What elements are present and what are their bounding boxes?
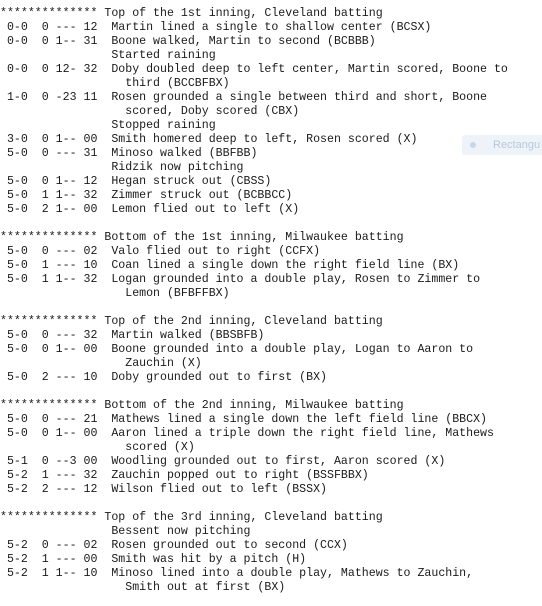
log-line: 5-0 0 1-- 00 Boone grounded into a double play, Logan to Aaron to	[0, 343, 474, 356]
log-line	[0, 497, 508, 511]
log-line: 5-2 1 --- 32 Zauchin popped out to right (BSSFBBX)	[0, 469, 369, 482]
log-line	[0, 217, 508, 231]
log-line	[0, 301, 508, 315]
shape-icon	[470, 142, 476, 148]
log-line: 5-0 2 --- 10 Doby grounded out to first (BX)	[0, 371, 327, 384]
log-line: ************** Bottom of the 1st inning, Milwaukee batting	[0, 231, 404, 244]
log-line: 5-2 1 1-- 10 Minoso lined into a double play, Mathews to Zauchin,	[0, 567, 474, 580]
rectangle-tool-label: Rectangu	[493, 139, 541, 151]
log-line	[0, 385, 508, 399]
log-line: Bessent now pitching	[0, 525, 251, 538]
log-line: 5-0 0 --- 31 Minoso walked (BBFBB)	[0, 147, 258, 160]
log-line: Zauchin (X)	[0, 357, 202, 370]
log-line: scored, Doby scored (CBX)	[0, 105, 300, 118]
log-line: third (BCCBFBX)	[0, 77, 230, 90]
log-line: ************** Top of the 3rd inning, Cleveland batting	[0, 511, 383, 524]
log-line: 5-0 0 --- 21 Mathews lined a single down the left field line (BBCX)	[0, 413, 488, 426]
log-line: Smith out at first (BX)	[0, 581, 286, 594]
log-line: ************** Top of the 1st inning, Cleveland batting	[0, 7, 383, 20]
log-line: ************** Bottom of the 2nd inning, Milwaukee batting	[0, 399, 404, 412]
log-line: 5-2 1 --- 00 Smith was hit by a pitch (H)	[0, 553, 307, 566]
log-line: ************** Top of the 2nd inning, Cleveland batting	[0, 315, 383, 328]
log-line: Started raining	[0, 49, 216, 62]
log-line: 5-0 0 --- 32 Martin walked (BBSBFB)	[0, 329, 265, 342]
log-line: 5-1 0 --3 00 Woodling grounded out to first, Aaron scored (X)	[0, 455, 446, 468]
log-line: Ridzik now pitching	[0, 161, 244, 174]
log-line: scored (X)	[0, 441, 195, 454]
log-line: 3-0 0 1-- 00 Smith homered deep to left, Rosen scored (X)	[0, 133, 418, 146]
log-line: 5-0 0 --- 02 Valo flied out to right (CCFX)	[0, 245, 321, 258]
rectangle-tool-hint	[462, 135, 542, 155]
log-line: 0-0 0 --- 12 Martin lined a single to shallow center (BCSX)	[0, 21, 432, 34]
log-line: 5-2 2 --- 12 Wilson flied out to left (BSSX)	[0, 483, 327, 496]
log-line: 5-0 1 1-- 32 Zimmer struck out (BCBBCC)	[0, 189, 293, 202]
log-line: Lemon (BFBFFBX)	[0, 287, 230, 300]
log-line: 5-0 0 1-- 00 Aaron lined a triple down the right field line, Mathews	[0, 427, 494, 440]
log-line: Stopped raining	[0, 119, 216, 132]
log-line: 0-0 0 1-- 31 Boone walked, Martin to second (BCBBB)	[0, 35, 376, 48]
log-line: 5-0 0 1-- 12 Hegan struck out (CBSS)	[0, 175, 272, 188]
log-line: 5-0 1 1-- 32 Logan grounded into a double play, Rosen to Zimmer to	[0, 273, 481, 286]
play-by-play-log	[0, 7, 508, 595]
log-line: 0-0 0 12- 32 Doby doubled deep to left center, Martin scored, Boone to	[0, 63, 508, 76]
log-line: 1-0 0 -23 11 Rosen grounded a single between third and short, Boone	[0, 91, 488, 104]
log-line: 5-2 0 --- 02 Rosen grounded out to second (CCX)	[0, 539, 348, 552]
log-line: 5-0 1 --- 10 Coan lined a single down the right field line (BX)	[0, 259, 460, 272]
log-line: 5-0 2 1-- 00 Lemon flied out to left (X)	[0, 203, 300, 216]
